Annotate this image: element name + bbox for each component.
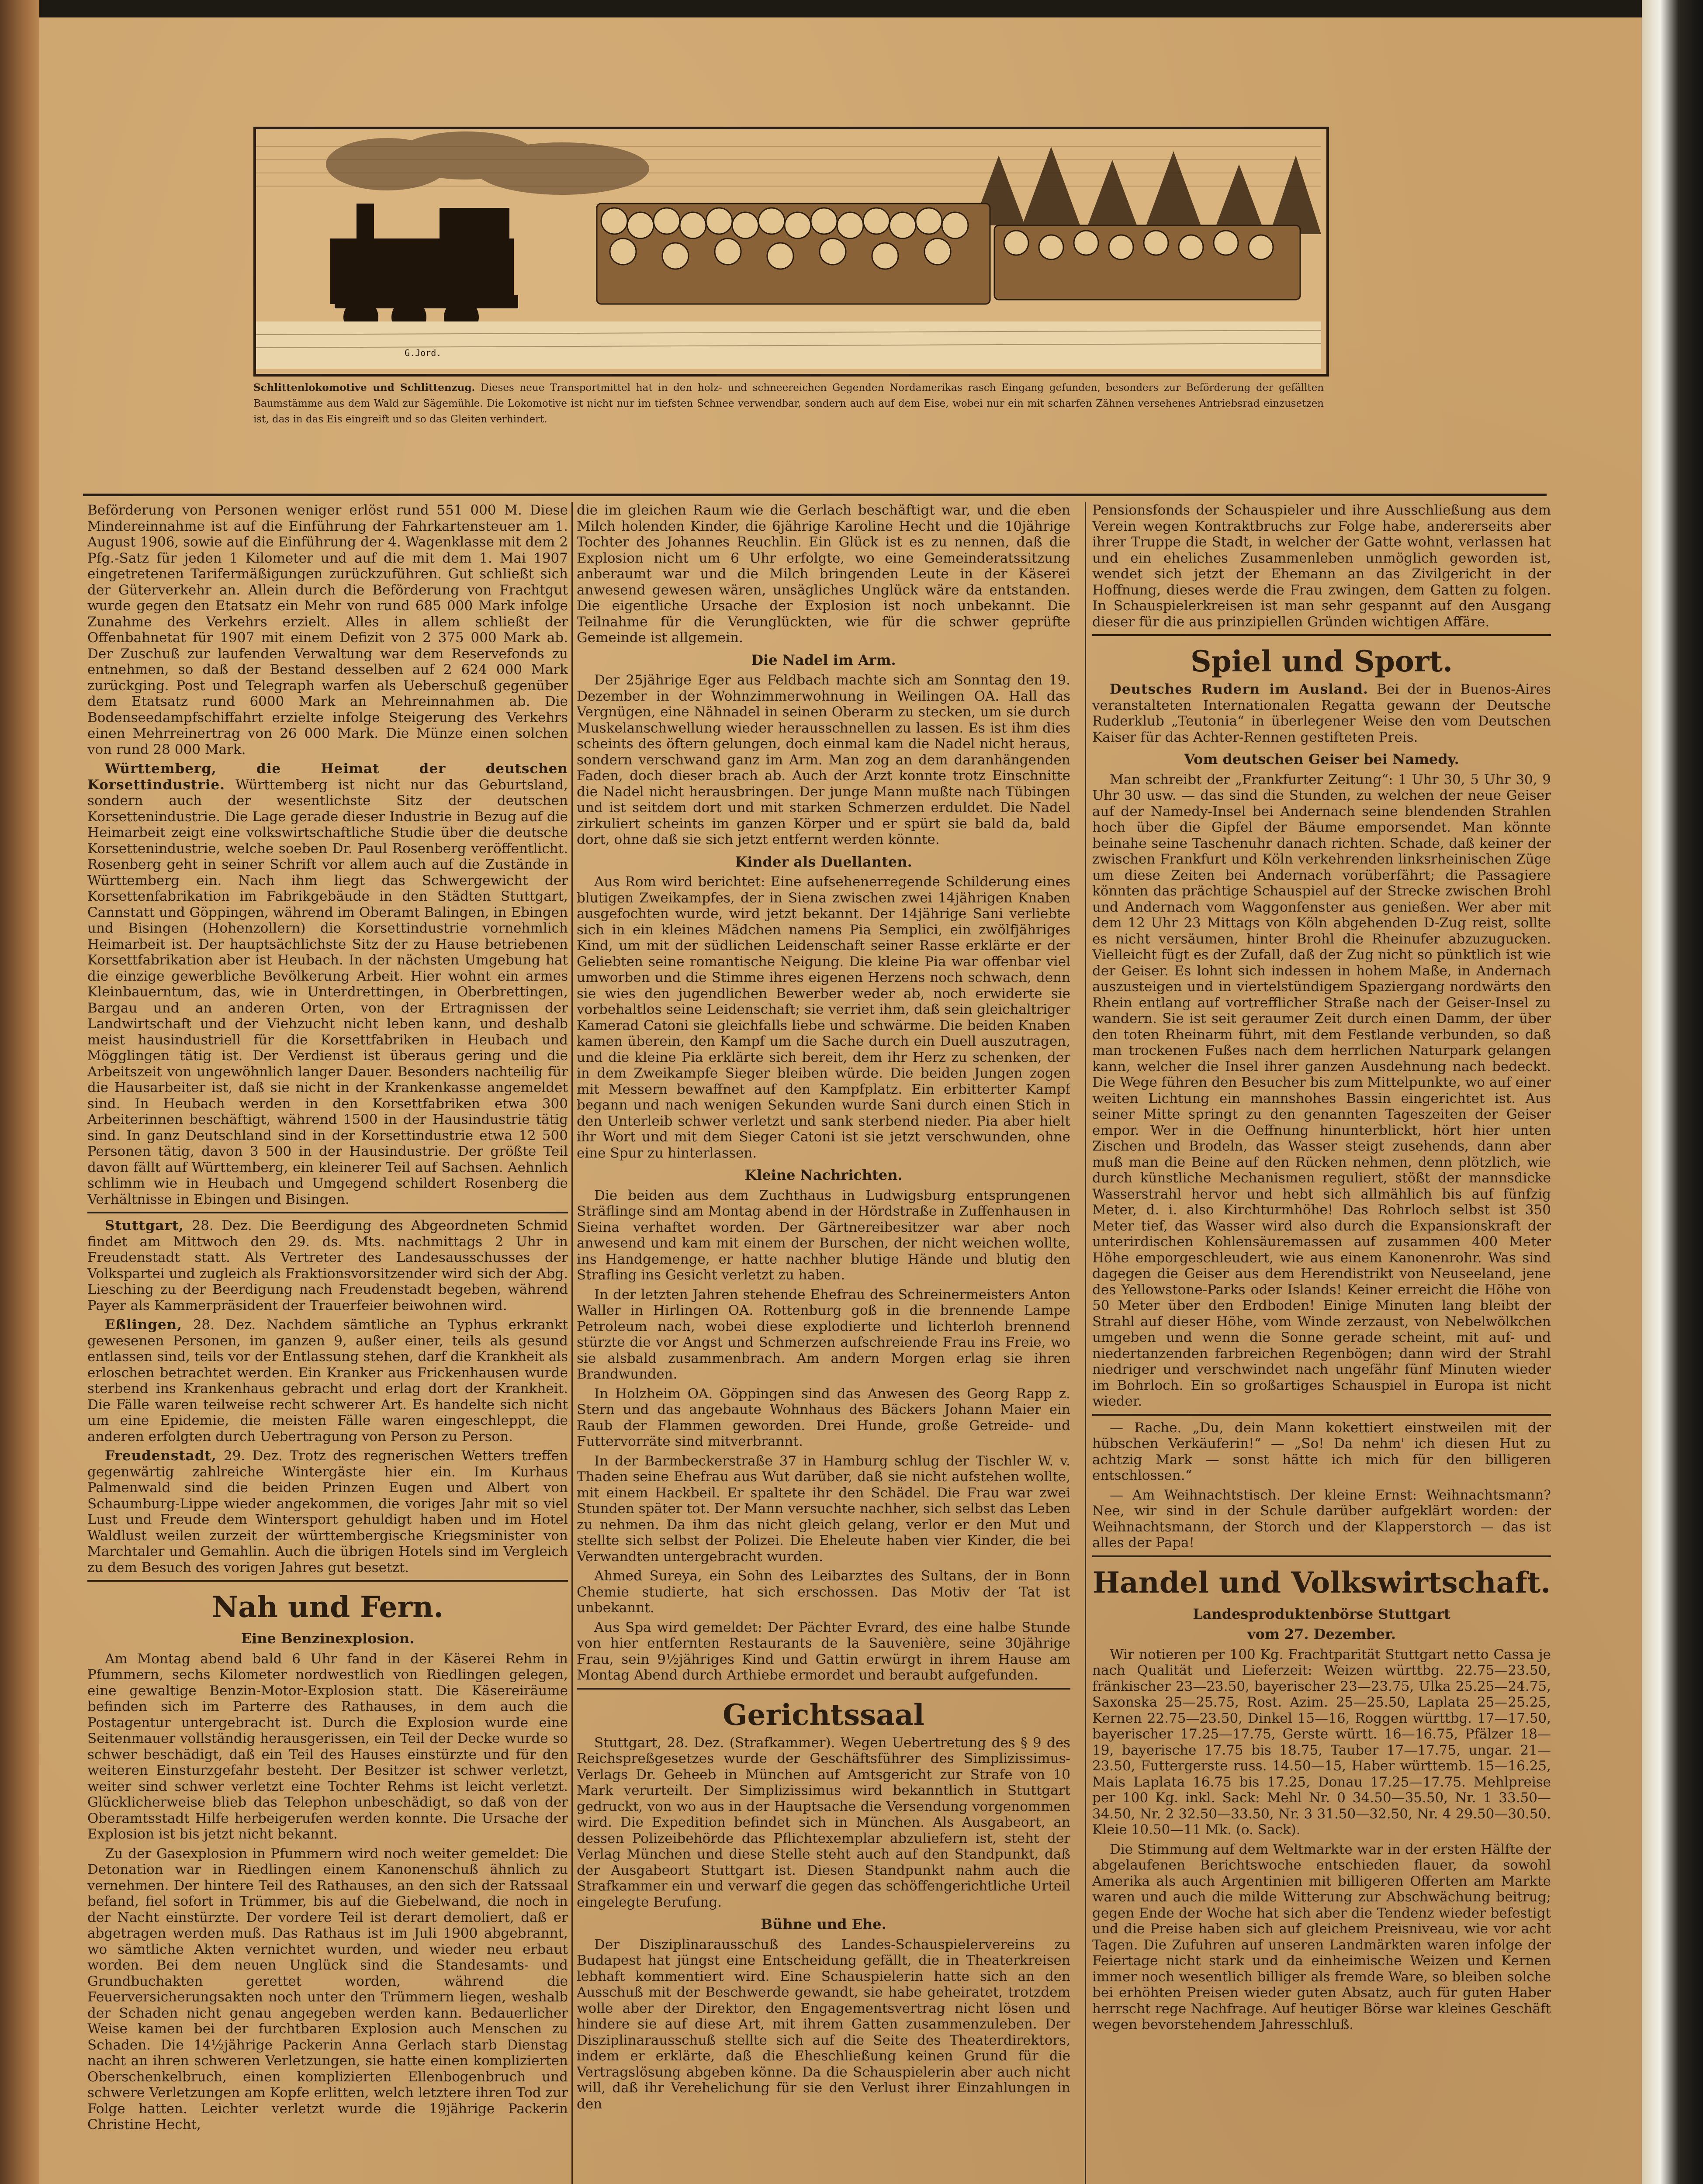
article-headline: Kinder als Duellanten. — [735, 853, 912, 870]
article-text: Bei der in Buenos-Aires veranstalteten Internationalen Regatta gewann der Deutsche Ruderklub „Teutonia“ in überlegener Weise den vom Deutschen Kaiser für das Achter-Rennen gestifteten Preis. — [1092, 681, 1551, 745]
article-text: Ahmed Sureya, ein Sohn des Leibarztes des Sultans, der in Bonn Chemie studierte, hat sich erschossen. Das Motiv der Tat ist unbekannt. — [577, 1568, 1070, 1616]
article-rule — [1092, 1414, 1551, 1416]
section-rule — [577, 1688, 1070, 1690]
article-text: In Holzheim OA. Göppingen sind das Anwesen des Georg Rapp z. Stern und das angebaute Wohnhaus des Bäckers Johann Maier ein Raub der Flammen geworden. Drei Hunde, große Getreide- und Futtervorräte sind mitverbrannt. — [577, 1386, 1070, 1449]
illustration-signature: G.Jord. — [405, 348, 442, 358]
article-text: Die Stimmung auf dem Weltmarkte war in der ersten Hälfte der abgelaufenen Berichtswoche entschieden flauer, da sowohl Amerika als auch Argentinien mit billigeren Offerten am Markte waren und auch die milde Witterung zur Abschwächung beitrug; gegen Ende der Woche hat sich aber die Tendenz wieder befestigt und die Preise haben sich auf gleichem Preisniveau, wie vor acht Tagen. Die Zufuhren auf unseren Landmärkten waren infolge der Feiertage nicht stark und da einheimische Weizen und Kernen immer noch wesentlich billiger als fremde Ware, so bleiben solche bei erhöhten Preisen wieder guten Absatz, auch für guten Haber herrscht rege Nachfrage. Auf heutiger Börse war kleines Geschäft wegen bevorstehendem Jahresschluß. — [1092, 1841, 1551, 2032]
article-text: 29. Dez. Trotz des regnerischen Wetters treffen gegenwärtig zahlreiche Wintergäste hier ein. Im Kurhaus Palmenwald sind die beiden Prinzen Eugen und Albert von Schaumburg-Lippe wieder angekommen, die voriges Jahr mit so viel Lust und Freude dem Wintersport gehuldigt haben und im Hotel Waldlust weilen zurzeit der württembergische Kriegsminister von Marchtaler und Gemahlin. Auch die übrigen Hotels sind im Vergleich zu dem Besuch des vorigen Jahres gut besetzt. — [87, 1448, 568, 1576]
section-heading: Nah und Fern. — [211, 1590, 444, 1624]
column-1 — [87, 502, 568, 2184]
page-edge — [1642, 0, 1703, 2184]
article-text: Der Disziplinarausschuß des Landes-Schauspielervereins zu Budapest hat jüngst eine Entscheidung gefällt, die in Theaterkreisen lebhaft kommentiert wird. Eine Schauspielerin hatte sich an den Ausschuß mit der Beschwerde gewandt, sie habe geheiratet, trotzdem wolle aber der Direktor, den Engagementsvertrag nicht lösen und hindere sie auf diese Art, mit ihrem Gatten zusammenzuleben. Der Disziplinarausschuß stellte sich auf die Seite des Theaterdirektors, indem er erklärte, daß die Eheschließung keinen Grund für die Vertragslösung abgeben könne. Da die Schauspielerin aber auch nicht will, daß ihr Verehelichung für sie den Verlust ihrer Einzahlungen in den — [577, 1936, 1070, 2112]
article-text: Am Montag abend bald 6 Uhr fand in der Käserei Rehm in Pfummern, sechs Kilometer nordwestlich von Riedlingen gelegen, eine gewaltige Benzin-Motor-Explosion statt. Die Käsereiräume befinden sich im Parterre des Rathauses, in dem auch die Postagentur untergebracht ist. Durch die Explosion wurde eine Seitenmauer vollständig herausgerissen, ein Teil der Decke wurde so schwer beschädigt, daß ein Teil des Hauses einstürzte und für den weiteren Einsturzgefahr besteht. Der Besitzer ist schwer verletzt, weiter sind schwer verletzt eine Tochter Rehms ist leicht verletzt. Glücklicherweise blieb das Telephon unbeschädigt, so daß von der Oberamtsstadt Hilfe herbeigerufen werden konnte. Die Ursache der Explosion ist bis jetzt nicht bekannt. — [87, 1651, 568, 1842]
sled-locomotive-illustration — [253, 127, 1329, 377]
column-3 — [1092, 502, 1551, 2184]
article-text: Württemberg ist nicht nur das Geburtsland, sondern auch der wesentlichste Sitz der deutschen Korsettenindustrie. Die Lage gerade dieser Industrie in Bezug auf die Heimarbeit zeigt eine volkswirtschaftliche Studie über die deutsche Korsettenindustrie, welche soeben Dr. Paul Rosenberg veröffentlicht. Rosenberg geht in seiner Schrift vor allem auch auf die Zustände in Württemberg ein. Nach ihm liegt das Schwergewicht der Korsettenfabrikation im Fabrikgebäude in den Städten Stuttgart, Cannstatt und Göppingen, während im Oberamt Balingen, in Ebingen und Bisingen (Hohenzollern) die Korsettindustrie vornehmlich Heimarbeit ist. Der hauptsächlichste Sitz der zu Hause betriebenen Korsettfabrikation aber ist Heubach. In der nächsten Umgebung hat die einzige gewerbliche Bevölkerung Arbeit. Hier wohnt ein armes Kleinbauerntum, das, wie in Unterdrettingen, in Oberbrettingen, Bargau und an anderen Orten, von der Ertragnissen der Landwirtschaft und der Viehzucht nicht leben kann, und deshalb meist hausindustriell für die Korsettfabriken in Heubach und Mögglingen tätig ist. Der Verdienst ist überaus gering und die Arbeitszeit von ungewöhnlich langer Dauer. Besonders nachteilig für die Hausarbeiter ist, daß sie nicht in der Krankenkasse angemeldet sind. In Heubach werden in den Korsettfabriken etwa 300 Arbeiterinnen beschäftigt, während 1500 in der Hausindustrie tätig sind. In ganz Deutschland sind in der Korsettindustrie etwa 12 500 Personen tätig, davon 3 500 in der Hausindustrie. Der größte Teil davon fällt auf Württemberg, ein kleinerer Teil auf Sachsen. Aehnlich schlimm wie in Heubach und Umgegend schildert Rosenberg die Verhältnisse in Ebingen und Bisingen. — [87, 777, 568, 1207]
article-text: Man schreibt der „Frankfurter Zeitung“: 1 Uhr 30, 5 Uhr 30, 9 Uhr 30 usw. — das sind die Stunden, zu welchen der neue Geiser auf der Namedy-Insel bei Andernach seine blendenden Strahlen hoch über die Gipfel der Bäume emporsendet. Man könnte beinahe seine Taschenuhr danach richten. Schade, daß keiner der zwischen Frankfurt und Köln verkehrenden linksrheinischen Züge um diese Zeiten bei Andernach vorüberfährt; die Passagiere könnten das prächtige Schauspiel auf der Strecke zwischen Brohl und Andernach vom Waggonfenster aus genießen. Wer aber mit dem 12 Uhr 23 Mittags von Köln abgehenden D-Zug reist, sollte es nicht versäumen, hinter Brohl die Rheinufer abzuzugucken. Vielleicht fügt es der Zufall, daß der Zug nicht so pünktlich ist wie der Geiser. Es lohnt sich indessen in hohem Maße, in Andernach auszusteigen und in viertelstündigem Spaziergang nordwärts den Rhein entlang auf vortrefflicher Straße nach der Geiser-Insel zu wandern. Sie ist seit geraumer Zeit durch einen Damm, der über den toten Rheinarm führt, mit dem Festlande verbunden, so daß man trockenen Fußes nach dem herrlichen Naturpark gelangen kann, welcher die Insel ihrer ganzen Ausdehnung nach bedeckt. Die Wege führen den Besucher bis zum Mittelpunkte, wo auf einer weiten Lichtung ein mannshohes Bassin eingerichtet ist. Aus seiner Mitte springt zu den genannten Tageszeiten der Geiser empor. Wer in die Oeffnung hinunterblickt, hört hier unten Zischen und Brodeln, das Wasser steigt zusehends, dann aber muß man die Beine auf den Rücken nehmen, denn plötzlich, wie durch künstliche Mechanismen reguliert, stößt der mannsdicke Wasserstrahl hervor und hebt sich allmählich bis auf fünfzig Meter, d. i. also Kirchturmhöhe! Das Rohrloch selbst ist 350 Meter tief, das Wasser wird also durch die Expansionskraft der unterirdischen Kohlensäuremassen auf zusammen 400 Meter Höhe emporgeschleudert, wie aus einem Kanonenrohr. Was sind dagegen die Geiser aus dem Herendistrikt von Neuseeland, jene des Yellowstone-Parks oder Islands! Keiner erreicht die Höhe von 50 Meter über den Erdboden! Einige Minuten lang bleibt der Strahl auf dieser Höhe, vom Winde zerzaust, von Nebelwölkchen umgeben und wenn die Sonne gerade scheint, mit auf- und niedertanzenden farbreichen Regenbögen; dann wird der Strahl niedriger und verschwindet nach ungefähr fünf Minuten wieder im Bohrloch. Ein so großartiges Schauspiel in Europa ist nicht wieder. — [1092, 771, 1551, 1409]
article-headline: Eine Benzinexplosion. — [241, 1630, 415, 1647]
article-text: Aus Spa wird gemeldet: Der Pächter Evrard, des eine halbe Stunde von hier entfernten Restaurants de la Sauvenière, seine 30jährige Frau, sein 9½jähriges Kind und Gattin erwürgt in ihrem Hause am Montag Abend durch Arthiebe ermordet und beraubt aufgefunden. — [577, 1619, 1070, 1683]
column-divider — [1085, 502, 1086, 2184]
illustration-caption — [253, 380, 1324, 427]
article-text: 28. Dez. Die Beerdigung des Abgeordneten Schmid findet am Mittwoch den 29. ds. Mts. nachmittags 2 Uhr in Freudenstadt statt. Als Vertreter des Landesausschusses der Volkspartei und zugleich als Fraktionsvorsitzender wird sich der Abg. Liesching zu der Beerdigung nach Freudenstadt begeben, während Payer als Kammerpräsident der Trauerfeier beiwohnen wird. — [87, 1218, 568, 1313]
article-headline: Die Nadel im Arm. — [751, 651, 896, 668]
article-headline: Vom deutschen Geiser bei Namedy. — [1184, 751, 1459, 767]
section-heading: Gerichtssaal — [723, 1697, 924, 1732]
section-rule — [87, 1580, 568, 1582]
section-rule — [83, 494, 1547, 496]
column-divider — [571, 502, 573, 2184]
dateline: Eßlingen, — [105, 1317, 183, 1333]
section-rule — [1092, 1555, 1551, 1557]
article-text: Wir notieren per 100 Kg. Frachtparität Stuttgart netto Cassa je nach Qualität und Lieferzeit: Weizen württbg. 22.75—23.50, fränkischer 23—23.50, bayerischer 23—23.75, Ulka 25.25—24.75, Saxonska 25—25.75, Rost. Azim. 25—25.50, Laplata 25—25.25, Kernen 22.75—23.50, Dinkel 15—16, Roggen württbg. 17—17.50, bayerischer 17.25—17.75, Gerste württ. 16—16.75, Pfälzer 18—19, bayerische 17.75 bis 18.75, Tauber 17—17.75, ungar. 21—23.50, Futtergerste russ. 14.50—15, Haber württemb. 15—16.25, Mais Laplata 16.75 bis 17.25, Donau 17.25—17.75. Mehlpreise per 100 Kg. inkl. Sack: Mehl Nr. 0 34.50—35.50, Nr. 1 33.50—34.50, Nr. 2 32.50—33.50, Nr. 3 31.50—32.50, Nr. 4 29.50—30.50. Kleie 10.50—11 Mk. (o. Sack). — [1092, 1646, 1551, 1838]
article-text: Zu der Gasexplosion in Pfummern wird noch weiter gemeldet: Die Detonation war in Riedlingen einem Kanonenschuß ähnlich zu vernehmen. Der hintere Teil des Rathauses, an den sich der Ratssaal befand, fiel sofort in Trümmer, bis auf die Giebelwand, die noch in der Nacht einstürzte. Der vordere Teil ist derart demoliert, daß er abgetragen werden muß. Das Rathaus ist im Juli 1900 abgebrannt, wo sämtliche Akten vernichtet wurden, und wieder neu erbaut worden. Bei dem neuen Unglück sind die Standesamts- und Grundbuchakten gerettet worden, während die Feuerversicherungsakten noch unter den Trümmern liegen, weshalb der Schaden nicht genau angegeben werden kann. Bedauerlicher Weise kamen bei der furchtbaren Explosion auch Menschen zu Schaden. Die 14½jährige Packerin Anna Gerlach starb Dienstag nacht an ihren schweren Verletzungen, sie hatte einen komplizierten Oberschenkelbruch, einen komplizierten Ellenbogenbruch und schwere Verletzungen am Kopfe erlitten, welch letztere ihren Tod zur Folge hatten. Leichter verletzt wurde die 19jährige Packerin Christine Hecht, — [87, 1845, 568, 2132]
article-headline: Württemberg, die Heimat der deutschen Korsettindustrie. — [87, 761, 568, 793]
column-2 — [577, 502, 1070, 2184]
article-text: Der 25jährige Eger aus Feldbach machte sich am Sonntag den 19. Dezember in der Wohnzimmerwohnung in Weilingen OA. Hall das Vergnügen, eine Nähnadel in seinen Oberarm zu stecken, um sie durch Muskelanschwellung wieder herausschnellen zu lassen. Es ist ihm dies scheints des öftern gelungen, doch einmal kam die Nadel nicht heraus, sondern verschwand ganz im Arm. Man zog an dem daranhängenden Faden, doch dieser brach ab. Auch der Arzt konnte trotz Einschnitte die Nadel nicht herausbringen. Der junge Mann mußte nach Tübingen und ist seitdem dort und mit starken Schmerzen erduldet. Die Nadel zirkuliert scheints im ganzen Körper und er spürt sie bald da, bald dort, ohne daß sie sich jetzt entfernt werden könnte. — [577, 672, 1070, 847]
anecdote-text: — Am Weihnachtstisch. Der kleine Ernst: Weihnachtsmann? Nee, wir sind in der Schule darüber aufgeklärt worden: der Weihnachtsmann, der Storch und der Klapperstorch — das ist alles der Papa! — [1092, 1487, 1551, 1551]
article-text: die im gleichen Raum wie die Gerlach beschäftigt war, und die eben Milch holenden Kinder, die 6jährige Karoline Hecht und die 10jährige Tochter des Johannes Reuchlin. Ein Glück ist es zu nennen, daß die Explosion nicht um 6 Uhr erfolgte, wo eine Gemeinderatssitzung anberaumt war und die Milch bringenden Leute in der Käserei anwesend gewesen wären, unsägliches Unglück wäre da entstanden. Die eigentliche Ursache der Explosion ist noch unbekannt. Die Teilnahme für die Verunglückten, wie für die schwer geprüfte Gemeinde ist allgemein. — [577, 502, 1070, 646]
illustration-drawing — [256, 129, 1321, 369]
article-text: In der letzten Jahren stehende Ehefrau des Schreinermeisters Anton Waller in Hirlingen OA. Rottenburg goß in die brennende Lampe Petroleum nach, wobei diese explodierte und lichterloh brennend stürzte die vor Angst und Schmerzen aufschreiende Frau ins Freie, wo sie alsbald zusammenbrach. Am andern Morgen erlag sie ihren Brandwunden. — [577, 1286, 1070, 1382]
article-headline: Bühne und Ehe. — [761, 1916, 886, 1932]
dateline: Stuttgart, — [105, 1218, 184, 1234]
caption-lead: Schlittenlokomotive und Schlittenzug. — [253, 382, 475, 394]
article-date: vom 27. Dezember. — [1247, 1626, 1396, 1642]
newspaper-page — [39, 17, 1642, 2184]
article-text: Stuttgart, 28. Dez. (Strafkammer). Wegen Uebertretung des § 9 des Reichspreßgesetzes wurde der Geschäftsführer des Simplizissimus-Verlags Dr. Geheeb in München auf Amtsgericht zur Strafe von 10 Mark verurteilt. Der Simplizissimus wird bekanntlich in Stuttgart gedruckt, von wo aus in der Hauptsache die Versendung vorgenommen wird. Die Expedition befindet sich in München. Als Ausgabeort, an dessen Polizeibehörde das Pflichtexemplar abzuliefern ist, steht der Verlag München und diese Stelle steht auch auf den Standpunkt, daß der Ausgabeort Stuttgart ist. Diesen Standpunkt nahm auch die Strafkammer ein und verwarf die gegen das schöffengerichtliche Urteil eingelegte Berufung. — [577, 1735, 1070, 1910]
article-text: Die beiden aus dem Zuchthaus in Ludwigsburg entsprungenen Sträflinge sind am Montag abend in der Hördstraße in Zuffenhausen in Sieina verhaftet worden. Der Gärtnereibesitzer war aber noch anwesend und kam mit einem der Burschen, der nicht weichen wollte, ins Handgemenge, er hatte nachher blutige Hände und blutig den Strafling ins Gesicht verletzt zu haben. — [577, 1187, 1070, 1283]
dateline: Freudenstadt, — [105, 1448, 217, 1464]
article-headline: Kleine Nachrichten. — [744, 1167, 903, 1183]
article-text: Beförderung von Personen weniger erlöst rund 551 000 M. Diese Mindereinnahme ist auf die Einführung der Fahrkartensteuer am 1. August 1906, sowie auf die Einführung der 4. Wagenklasse mit dem 2 Pfg.-Satz für jeden 1 Kilometer und auf die mit dem 1. Mai 1907 eingetretenen Tarifermäßigungen zurückzuführen. Gut schließt sich der Güterverkehr an. Allein durch die Beförderung von Frachtgut wurde gegen den Etatsatz ein Mehr von rund 685 000 Mark infolge Zunahme des Verkehrs erzielt. Alles in allem schließt der Offenbahnetat für 1907 mit einem Defizit von 2 375 000 Mark ab. Der Zuschuß zur laufenden Verwaltung war dem Reservefonds zu entnehmen, so daß der Bestand desselben auf 2 624 000 Mark zurückging. Post und Telegraph warfen als Ueberschuß gegenüber dem Etatsatz rund 6000 Mark an Mehreinnahmen ab. Die Bodenseedampfschiffahrt erzielte infolge Steigerung des Verkehrs einen Mehrreinertrag von 26 000 Mark. Die Münze einen solchen von rund 28 000 Mark. — [87, 502, 568, 757]
section-rule — [1092, 634, 1551, 636]
article-text: 28. Dez. Nachdem sämtliche an Typhus erkrankt gewesenen Personen, im ganzen 9, außer einer, teils als gesund entlassen sind, teils vor der Entlassung stehen, darf die Krankheit als erloschen betrachtet werden. Ein Kranker aus Frickenhausen wurde sterbend ins Krankenhaus gebracht und erlag dort der Krankheit. Die Fälle waren teilweise recht schwerer Art. Es handelte sich nicht um eine Epidemie, die meisten Fälle waren eingeschleppt, die anderen erfolgten durch Uebertragung von Person zu Person. — [87, 1317, 568, 1444]
article-text: In der Barmbeckerstraße 37 in Hamburg schlug der Tischler W. v. Thaden seine Ehefrau aus Wut darüber, daß sie nicht aufstehen wollte, mit einem Hackbeil. Er spaltete ihr den Schädel. Die Frau war zwei Stunden später tot. Der Mann versuchte nachher, sich selbst das Leben zu nehmen. Da ihm das nicht gleich gelang, verlor er den Mut und stellte sich selbst der Polizei. Die Eheleute haben vier Kinder, die bei Verwandten untergebracht wurden. — [577, 1453, 1070, 1565]
caption-text: Dieses neue Transportmittel hat in den holz- und schneereichen Gegenden Nordamerikas rasch Eingang gefunden, besonders zur Beförderung der gefällten Baumstämme aus dem Wald zur Sägemühle. Die Lokomotive ist nicht nur im tiefsten Schnee verwendbar, sondern auch auf dem Eise, wobei nur ein mit scharfen Zähnen versehenes Antriebsrad einzusetzen ist, das in das Eis eingreift und so das Gleiten verhindert. — [253, 382, 1324, 425]
section-heading: Spiel und Sport. — [1190, 644, 1453, 678]
article-text: Pensionsfonds der Schauspieler und ihre Ausschließung aus dem Verein wegen Kontraktbruchs zur Folge habe, andererseits aber ihrer Truppe die Stadt, in welcher der Gatte wohnt, verlassen hat und ein eheliches Zusammenleben unmöglich geworden ist, wendet sich jetzt der Ehemann an das Zivilgericht in der Hoffnung, dieses werde die Frau zwingen, dem Gatten zu folgen. In Schauspielerkreisen ist man sehr gespannt auf den Ausgang dieser für die aus prinzipiellen Gründen wichtigen Affäre. — [1092, 502, 1551, 630]
article-text: Aus Rom wird berichtet: Eine aufsehenerregende Schilderung eines blutigen Zweikampfes, der in Siena zwischen zwei 14jährigen Knaben ausgefochten wurde, wird jetzt bekannt. Der 14jährige Sani verliebte sich in ein kleines Mädchen namens Pia Semplici, ein zwölfjähriges Kind, um mit der südlichen Leidenschaft seiner Rasse erklärte er der Geliebten seine romantische Neigung. Die kleine Pia war offenbar viel umworben und die Stimme ihres eigenen Herzens noch schwach, denn sie wies den jugendlichen Bewerber weder ab, noch erwiderte sie vorbehaltlos seine Leidenschaft; sie verriet ihm, daß sein gleichaltriger Kamerad Catoni sie gleichfalls liebe und schwärme. Die beiden Knaben kamen überein, den Kampf um die Sache durch ein Duell auszutragen, und die kleine Pia erklärte sich bereit, dem ihr Herz zu schenken, der in dem Zweikampfe Sieger bleiben würde. Die beiden Jungen zogen mit Messern bewaffnet auf den Kampfplatz. Ein erbitterter Kampf begann und nach wenigen Sekunden wurde Sani durch einen Stich in den Unterleib schwer verletzt und sank sterbend nieder. Pia aber hielt ihr Wort und mit dem Sieger Catoni ist sie jetzt verschwunden, ohne eine Spur zu hinterlassen. — [577, 874, 1070, 1161]
article-headline: Deutsches Rudern im Ausland. — [1110, 681, 1368, 697]
article-headline: Landesproduktenbörse Stuttgart — [1193, 1605, 1450, 1622]
section-heading: Handel und Volkswirtschaft. — [1092, 1565, 1551, 1600]
anecdote-text: — Rache. „Du, dein Mann kokettiert einstweilen mit der hübschen Verkäuferin!“ — „So! Da nehm' ich diesen Hut zu achtzig Mark — sonst hätte ich mich für den billigeren entschlossen.“ — [1092, 1420, 1551, 1483]
book-binding — [0, 0, 39, 2184]
article-rule — [87, 1212, 568, 1213]
